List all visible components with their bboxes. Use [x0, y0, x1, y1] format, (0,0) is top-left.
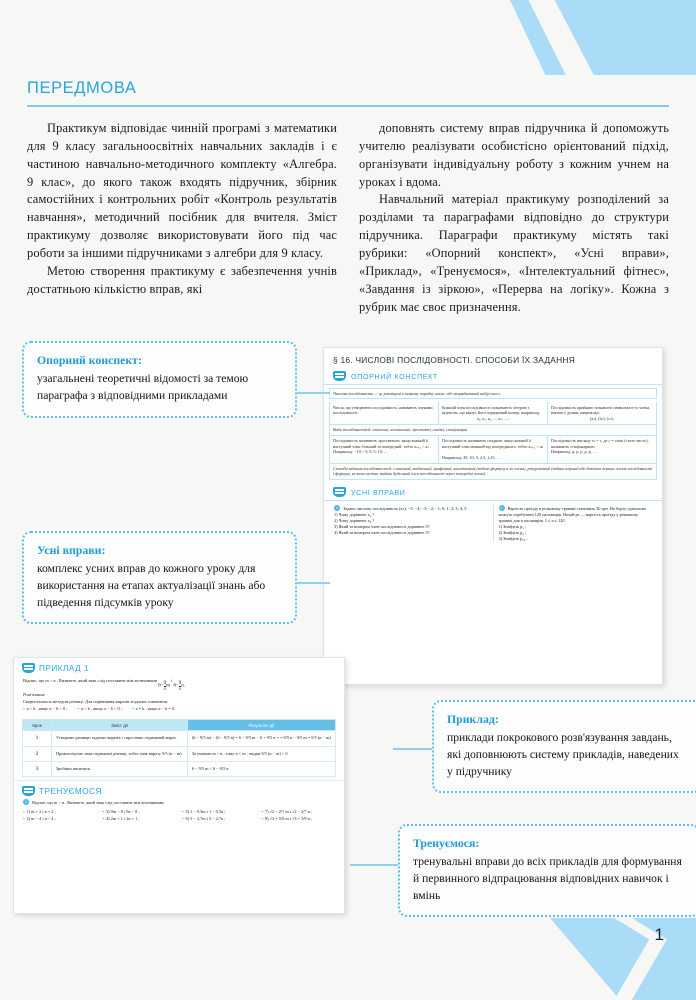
- task-item: 2) Знайдіть p₄ ;: [498, 530, 527, 536]
- concept-text: Послідовність називають спадною, якщо кожний її наступний член менший від попереднього, тобто aₙ₊₁ < aₙ .: [442, 438, 544, 455]
- step-number: 2: [23, 746, 52, 761]
- table-row: [23, 731, 336, 746]
- concept-row-1: [329, 402, 657, 424]
- page-title: ПЕРЕДМОВА: [27, 79, 137, 97]
- solution-label: Розв'язання: [23, 692, 45, 698]
- step-action: Зробимо висновок.: [52, 761, 188, 776]
- step-result: За умовою m > n , тому n < m , звідки 9/5 (n − m) < 0: [187, 746, 335, 761]
- task-item: 3) Який за номером член послідовності дорівнює 0?: [334, 524, 430, 530]
- example-body: [14, 676, 344, 716]
- expr-2: 6− $\frac{9}{5}n$.: [173, 680, 186, 692]
- intro-column-right: [359, 120, 669, 316]
- training-icon: [22, 786, 35, 796]
- column-header-action: Зміст дії: [52, 720, 188, 731]
- top-right-decoration: [490, 0, 696, 75]
- task-text: Задано числову послідовність (xₙ): −5; −4; −3; −2; −1; 0; 1; 2; 3; 4; 5.: [343, 506, 468, 512]
- intro-paragraph: Практикум відповідає чинній програмі з математики для 9 класу загальноосвітніх навчальних закладів і є частиною навчально-методичного комплекту «Алгебра. 9 клас», до якого також входять підручник, збірник самостійних і контрольних робіт «Контроль результатів навчання», методичний посібник для вчителя. Зміст практикуму дозволяє використовувати його під час роботи за іншими підручниками з алгебри для 9 класу.: [27, 121, 337, 261]
- concept-row-2: [329, 436, 657, 464]
- training-rubric-header: [14, 780, 344, 798]
- definition-item: ▪ a < b , якщо a − b < 0 ;: [78, 706, 123, 712]
- concept-cell: [439, 436, 548, 463]
- preview-panel-opornyi-konspekt: [323, 347, 663, 685]
- callout-opornyi-konspekt: [22, 341, 297, 418]
- concept-cell: [548, 402, 656, 423]
- concept-text: Послідовність вигляду xₙ = c, де c = const (стале число), називають стаціонарною.: [551, 438, 649, 449]
- example-rubric-header: [14, 658, 344, 676]
- task-text: Вартість проїзду в річковому трамваї становить 30 грн. На борту одночасно можуть перебувати 120 пасажирів. Нехай pₙ — вартість проїзду у річковому трамваї для n пасажирів, 1 ≤ n ≤ 120 .: [498, 506, 647, 524]
- task-item: 1) Чому дорівнює x₁ ?: [334, 512, 375, 518]
- leader-line-pryklad: [393, 748, 435, 750]
- training-item: ▪ 5) 1 − 0,5m і 1 − 0,5n ;: [182, 809, 256, 816]
- types-text: Види послідовностей: скінченні, нескінченні, зростаючі, спадні, стаціонарні: [333, 427, 468, 433]
- step-result: (6 − 9/5 m) − (6 − 9/5 n) = 6 − 9/5 m − 6 + 9/5 n = = 9/5 n − 9/5 m = 9/5 (n − m): [187, 731, 335, 746]
- expr-conjunction: і: [171, 678, 173, 683]
- training-item: ▪ 8) √3 + 5/9 m і √3 + 5/9 n ;: [262, 816, 336, 823]
- intro-text: [27, 120, 669, 316]
- rubric-label: ПРИКЛАД 1: [39, 663, 89, 673]
- concept-text: Послідовність називають зростаючою, якщо кожний її наступний член більший за попередній, тобто aₙ₊₁ > aₙ .: [333, 438, 431, 449]
- concept-text: Кожний член послідовності позначають літерою з індексом, що вказує його порядковий номер, наприклад:: [442, 404, 541, 416]
- training-item: ▪ 3) 9m − 8 і 9n − 8 ;: [103, 809, 177, 816]
- step-action: Проаналізуємо знак отриманої різниці, тобто знак виразу 9/5 (n − m).: [52, 746, 188, 761]
- types-row: [329, 425, 657, 436]
- training-column: [182, 809, 256, 823]
- step-number: 1: [23, 731, 52, 746]
- definition-list: [23, 706, 335, 712]
- table-header-row: [23, 720, 336, 731]
- task-item: 4) Який за номером член послідовності дорівнює 5?: [334, 530, 430, 536]
- leader-line-trenuemos: [350, 864, 400, 866]
- preview-rubric-header: [324, 369, 662, 385]
- definition-item: ▪ a > b , якщо a − b > 0 ;: [23, 706, 68, 712]
- task-item: 2) Чому дорівнює x₉ ?: [334, 518, 375, 524]
- callout-usni-vpravy: [22, 531, 297, 624]
- oral-task: [494, 505, 658, 542]
- concept-text: Числа, що утворюють послідовність, називають членами послідовності.: [333, 404, 433, 416]
- training-item: ▪ 7) √2 − 2/7 m і √2 − 2/7 n ;: [262, 809, 336, 816]
- formula: a₁, a₂, a₃, ..., aₙ, ... ;: [477, 415, 509, 421]
- bottom-right-decoration: [530, 908, 696, 1000]
- rubric-label: ОПОРНИЙ КОНСПЕКТ: [351, 371, 438, 381]
- callout-pryklad: [432, 700, 696, 793]
- training-item: ▪ 4) 2m + 1 і 2n + 1 ;: [103, 816, 177, 823]
- callout-title: Приклад:: [447, 712, 499, 726]
- concept-text: Послідовність прийнято позначати символом n-го члена, взятим у дужки, наприклад:: [551, 404, 651, 416]
- training-body: [14, 798, 344, 826]
- book-icon: [333, 371, 346, 381]
- callout-body: приклади покрокового розв'язування завдань, які доповнюють систему прикладів, наведених у підручнику: [447, 731, 679, 778]
- definition-box: [329, 388, 657, 399]
- training-item: ▪ 1) m + 2 і n + 2 ;: [23, 809, 97, 816]
- callout-body: комплекс усних вправ до кожного уроку для використання на етапах актуалізації знань або підведення підсумків уроку: [37, 562, 266, 609]
- training-item: ▪ 6) 5 − 2,7m і 5 − 2,7n ;: [182, 816, 256, 823]
- solution-steps-table: [22, 719, 336, 777]
- methods-row: [329, 464, 657, 481]
- step-action: Утворимо різницю заданих виразів і спростимо отриманий вираз.: [52, 731, 188, 746]
- task-text: Відомо, що m > n . Визначте, який знак слід поставити між величинами: [23, 678, 158, 683]
- training-column: [262, 809, 336, 823]
- table-row: [23, 761, 336, 776]
- concept-cell: [330, 436, 439, 463]
- preview-rubric-oral: [324, 485, 662, 501]
- step-number: 3: [23, 761, 52, 776]
- callout-body: тренувальні вправи до всіх прикладів для формування й первинного відпрацювання відповідних навичок і вмінь: [413, 855, 682, 902]
- example: Наприклад: −10; −5; 0; 5; 10; ... .: [333, 449, 390, 455]
- concept-cell: [330, 402, 439, 423]
- intro-column-left: [27, 120, 337, 316]
- intro-paragraph: Навчальний матеріал практикуму розподілений за розділами та параграфами відповідно до структури підручника. Параграфи практикуму містять такі рубрики: «Опорний конспект», «Усні вправи», «Приклад», «Тренуємося», «Інтелектуальний фітнес», «Завдання із зіркою», «Перерва на логіку». Кожна з рубрик має своє призначення.: [359, 192, 669, 314]
- definition-item: ▪ a = b , якщо a − b = 0 .: [132, 706, 176, 712]
- rubric-label: УСНІ ВПРАВИ: [351, 487, 406, 497]
- example-icon: [22, 663, 35, 673]
- callout-title: Тренуємося:: [413, 836, 480, 850]
- training-item: ▪ 2) m − 4 і n − 4 ;: [23, 816, 97, 823]
- task-item: 3) Знайдіть p₁₀ ;: [498, 536, 528, 542]
- preview-content: [324, 388, 662, 480]
- megaphone-icon: [333, 487, 346, 497]
- callout-title: Усні вправи:: [37, 543, 106, 557]
- training-column: [23, 809, 97, 823]
- task-number: 1: [24, 799, 28, 805]
- task-number: 2: [500, 505, 503, 511]
- intro-paragraph: доповнять систему вправ підручника й допоможуть учителю реалізувати особистісно орієнтований підхід, організувати індивідуальну роботу з кожним учнем на уроках і вдома.: [359, 121, 669, 189]
- solution-intro: Скористаємося методом різниці. Для порівняння виразів згадаємо означення:: [23, 698, 168, 704]
- callout-body: узагальнені теоретичні відомості за темою параграфа з відповідними прикладами: [37, 372, 249, 402]
- header-rule: [27, 105, 669, 107]
- concept-cell: [439, 402, 548, 423]
- definition-text: Числова послідовність — це розміщені в певному порядку числа, або упорядкований набір чисел.: [333, 391, 501, 396]
- example: Наприклад: 20; 10; 5; 2,5; 1,25; ... .: [442, 454, 502, 460]
- callout-trenuemosya: [398, 824, 696, 917]
- task-item: 1) Знайдіть p₁ ;: [498, 524, 527, 530]
- example-task: [23, 678, 335, 692]
- formula: (aₙ), (bₙ), (cₙ).: [590, 415, 614, 421]
- intro-paragraph: Метою створення практикуму є забезпечення учнів достатньою кількістю вправ, які: [27, 263, 337, 296]
- preview-paragraph-title: § 16. ЧИСЛОВІ ПОСЛІДОВНОСТІ. СПОСОБИ ЇХ ЗАДАННЯ: [333, 355, 576, 365]
- callout-title: Опорний конспект:: [37, 353, 142, 367]
- page-header: [27, 79, 669, 107]
- expr-1: 6− $\frac{9}{5}m$: [158, 680, 171, 692]
- table-row: [23, 746, 336, 761]
- task-number: 1: [335, 505, 339, 511]
- column-header-step: Крок: [23, 720, 52, 731]
- page-number: 1: [654, 925, 664, 944]
- oral-tasks: [329, 505, 657, 542]
- rubric-label: ТРЕНУЄМОСЯ: [39, 786, 102, 796]
- step-result: 6 − 9/5 m < 6 − 9/5 n: [187, 761, 335, 776]
- methods-text: Способи задання послідовностей: словесний, табличний, графічний, аналітичний (задано формулу n-го члена), рекурентний (задано перший або декілька перших членів послідовності і формулу, за якою можна знайти будь-який член послідовності через попередні члени).: [333, 466, 653, 477]
- training-column: [103, 809, 177, 823]
- preview-panel-pryklad: [13, 657, 345, 914]
- example: Наприклад: p, p, p, p, p, ... .: [551, 449, 598, 455]
- training-items: [23, 809, 335, 823]
- training-task-text: Відомо, що m > n . Визначте, який знак слід поставити між величинами:: [32, 800, 165, 806]
- concept-cell: [548, 436, 656, 463]
- column-header-result: Результат дії: [187, 720, 335, 731]
- oral-task: [329, 505, 494, 542]
